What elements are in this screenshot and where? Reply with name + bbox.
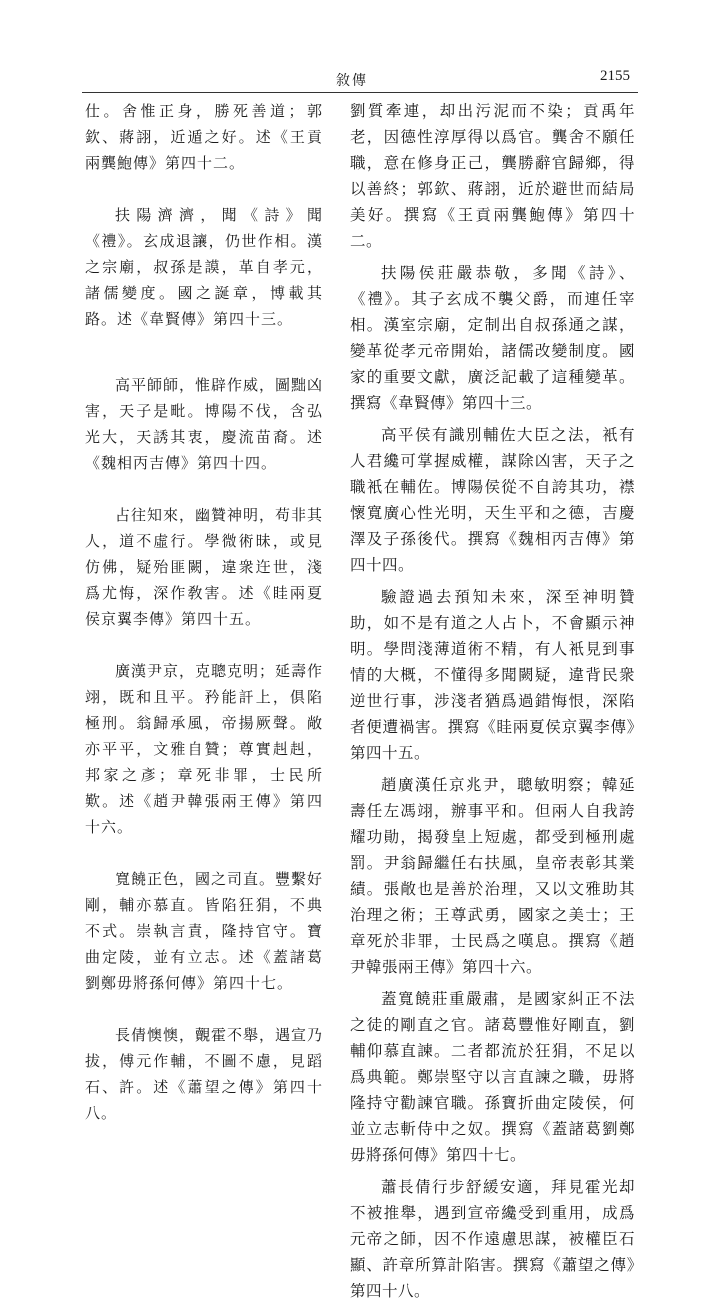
- original-text-column: [85, 98, 323, 1152]
- right-paragraph: 高平侯有識別輔佐大臣之法，衹有人君纔可掌握威權，謀除凶害，天子之職衹在輔佐。博陽侯從不自誇其功，襟懷寬廣心性光明，天生平和之德，吉慶澤及子孫後代。撰寫《魏相丙吉傳》第四十四。: [350, 426, 635, 574]
- header-rule: [82, 92, 638, 93]
- left-paragraph: 扶陽濟濟，聞《詩》聞《禮》。玄成退讓，仍世作相。漢之宗廟，叔孫是謨，革自孝元，諸儒變度。國之誕章，博載其路。述《韋賢傳》第四十三。: [85, 206, 323, 328]
- translation-column: [350, 98, 635, 1310]
- right-paragraph: 蓋寬饒莊重嚴肅，是國家糾正不法之徒的剛直之官。諸葛豐惟好剛直，劉輔仰慕直諫。二者都流於狂狷，不足以爲典範。鄭崇堅守以言直諫之職，毋將隆持守勸諫官職。孫寶折曲定陵侯，何並立志斬侍中之奴。撰寫《蓋諸葛劉鄭毋將孫何傳》第四十七。: [350, 990, 635, 1164]
- left-paragraph: 仕。舍惟正身，勝死善道；郭欽、蔣詡，近遁之好。述《王貢兩龔鮑傳》第四十二。: [85, 102, 323, 172]
- page-number: 2155: [600, 68, 630, 84]
- right-paragraph: 趙廣漢任京兆尹，聰敏明察；韓延壽任左馮翊，辦事平和。但兩人自我誇耀功勛，揭發皇上短處，都受到極刑處罰。尹翁歸繼任右扶風，皇帝表彰其業績。張敞也是善於治理，又以文雅助其治理之術；王尊武勇，國家之美士；王章死於非罪，士民爲之嘆息。撰寫《趙尹韓張兩王傳》第四十六。: [350, 776, 635, 976]
- left-paragraph: 長倩懊懊，覿霍不舉，遇宣乃拔，傅元作輔，不圖不慮，見蹈石、許。述《蕭望之傳》第四十八。: [85, 1026, 324, 1122]
- left-paragraph: 高平師師，惟辟作威，圖黜凶害，天子是毗。博陽不伐，含弘光大，天誘其衷，慶流苗裔。述《魏相丙吉傳》第四十四。: [85, 376, 324, 472]
- right-paragraph: 劉質牽連，却出污泥而不染；貢禹年老，因德性淳厚得以爲官。龔舍不願任職，意在修身正己，龔勝辭官歸鄉，得以善終；郭欽、蔣詡，近於避世而結局美好。撰寫《王貢兩龔鮑傳》第四十二。: [350, 102, 635, 250]
- right-paragraph: 驗證過去預知未來，深至神明贊助，如不是有道之人占卜，不會顯示神明。學問淺薄道術不精，有人衹見到事情的大概，不懂得多聞闕疑，違背民衆逆世行事，涉淺者猶爲過錯悔恨，深陷者便遭禍害。撰寫《眭兩夏侯京翼李傳》第四十五。: [350, 588, 635, 762]
- left-paragraph: 寬饒正色，國之司直。豐繫好剛，輔亦慕直。皆陷狂狷，不典不式。崇執言責，隆持官守。寶曲定陵，並有立志。述《蓋諸葛劉鄭毋將孫何傳》第四十七。: [85, 870, 324, 992]
- right-paragraph: 蕭長倩行步舒緩安適，拜見霍光却不被推舉，遇到宣帝纔受到重用，成爲元帝之師，因不作遠慮思謀，被權臣石顯、許章所算計陷害。撰寫《蕭望之傳》第四十八。: [350, 1178, 635, 1300]
- left-paragraph: 廣漢尹京，克聰克明；延壽作翊，既和且平。矜能訐上，俱陷極刑。翁歸承風，帝揚厥聲。敞亦平平，文雅自贊；尊實赳赳，邦家之彥；章死非罪，士民所歎。述《趙尹韓張兩王傳》第四十六。: [85, 662, 324, 836]
- right-paragraph: 扶陽侯莊嚴恭敬，多聞《詩》、《禮》。其子玄成不襲父爵，而連任宰相。漢室宗廟，定制出自叔孫通之謀，變革從孝元帝開始，諸儒改變制度。國家的重要文獻，廣泛記載了這種變革。撰寫《韋賢傳》第四十三。: [350, 264, 635, 412]
- left-paragraph: 占往知來，幽贊神明，苟非其人，道不虛行。學微術昧，或見仿佛，疑殆匪闕，違衆迕世，淺爲尤悔，深作敎害。述《眭兩夏侯京翼李傳》第四十五。: [85, 506, 324, 628]
- running-header-title: 敘傳: [336, 73, 368, 89]
